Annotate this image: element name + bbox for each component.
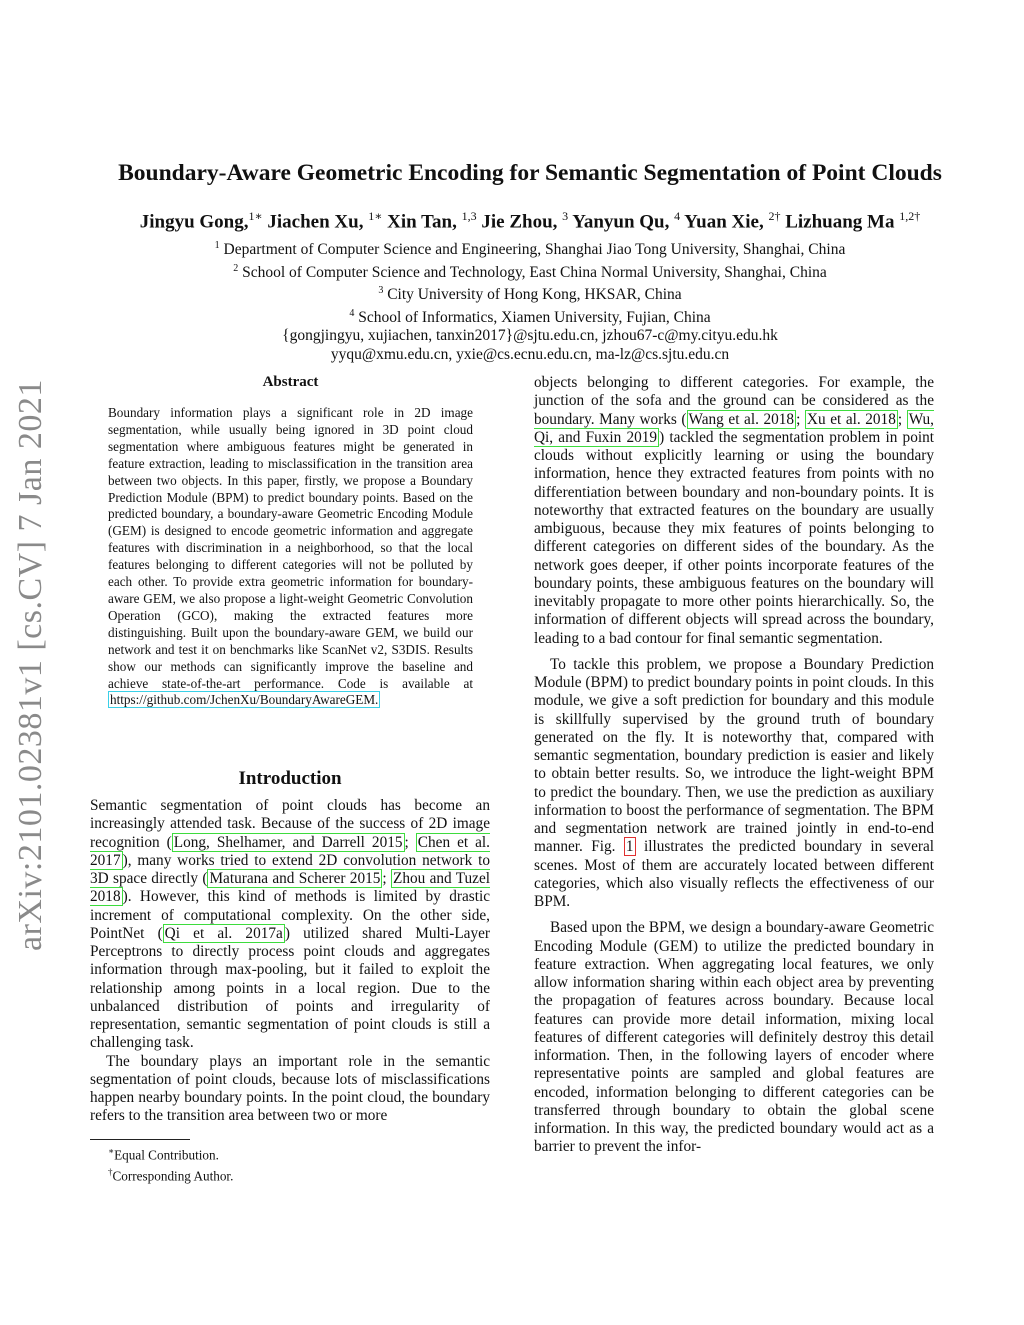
abstract-heading: Abstract — [262, 374, 319, 390]
body-text: ; — [897, 410, 907, 428]
affiliations — [60, 237, 1000, 364]
body-text: ) tackled the segmentation problem in point clouds without explicitly learning or using the boundary information, hence they extracted features from points with no differentiation between boundary and non-boundary points. It is noteworthy that extracted features on the boundary are usually ambiguous, because they mix features of points belonging to different categories on different sides of the boundary. As the network goes deeper, if other points incorporate features of the boundary points, these ambiguous features on the boundary will inevitably propagate to more other points hierarchically. So, the information of different objects will spread across the boundary, leading to a bad contour for final semantic segmentation. — [534, 428, 934, 647]
intro-paragraph — [90, 797, 490, 1053]
body-text: ; — [404, 833, 416, 851]
author-name: Jingyu Gong, — [139, 211, 249, 233]
body-text: ) utilized shared Multi-Layer Perceptrons to directly process point clouds and aggregates information through max-pooling, but it failed to exploit the relationship among points in a local region. Due to the unbalanced distribution of points and irregularity of representation, semantic segmentation of point clouds is still a challenging task. — [90, 924, 491, 1052]
affiliation-mark: 3 — [378, 285, 384, 297]
left-column-body — [90, 797, 490, 1126]
author-mark: 1∗ — [368, 209, 383, 223]
body-text: Semantic segmentation of point clouds has become an increasingly attended task. Because of the success of 2D image recognition ( — [90, 797, 490, 851]
author-mark: 1,3 — [461, 209, 477, 223]
citation-link[interactable]: Wang et al. 2018 — [688, 410, 795, 428]
author-name: Yanyun Qu, — [572, 211, 670, 233]
author-name: Jie Zhou, — [481, 211, 558, 233]
author-name: Yuan Xie, — [684, 211, 764, 233]
code-url-link[interactable]: https://github.com/JchenXu/BoundaryAwareGEM. — [110, 692, 379, 708]
citation-link[interactable]: Xu et al. 2018 — [806, 410, 896, 428]
body-text: objects belonging to different categories. For example, the junction of the sofa and the ground can be considered as the boundary. Many works ( — [534, 374, 934, 428]
author-name: Lizhuang Ma — [785, 211, 895, 233]
affiliation-line — [60, 282, 1000, 305]
intro-paragraph: The boundary plays an important role in the semantic segmentation of point clouds, because lots of misclassifications happen nearby boundary points. In the point cloud, the boundary refers to the transition area between two or more — [90, 1052, 490, 1125]
citation-link[interactable]: Long, Shelhamer, and Darrell 2015 — [173, 833, 403, 851]
abstract-body — [108, 405, 473, 709]
body-text: illustrates the predicted boundary in several scenes. Most of them are accurately located between different categories, which also visually reflects the effectiveness of our BPM. — [534, 838, 934, 910]
footnote-item — [108, 1164, 488, 1185]
author-mark: 2† — [768, 209, 781, 223]
footnote-text: Corresponding Author. — [112, 1168, 234, 1184]
footnote-mark: † — [108, 1166, 113, 1177]
affiliation-text: City University of Hong Kong, HKSAR, China — [387, 286, 682, 304]
email-line: {gongjingyu, xujiachen, tanxin2017}@sjtu.edu.cn, jzhou67-c@my.cityu.edu.hk — [282, 327, 778, 345]
author-name: Jiachen Xu, — [267, 211, 364, 233]
citation-link[interactable]: Zhou and Tuzel 2018 — [90, 870, 491, 906]
author-list — [60, 209, 1000, 233]
citation-link[interactable]: Wu, Qi, and Fuxin 2019 — [534, 410, 935, 446]
affiliation-mark: 2 — [233, 262, 239, 274]
footnote-rule — [90, 1139, 190, 1140]
body-text: ; — [382, 870, 391, 887]
introduction-heading: Introduction — [238, 768, 342, 789]
footnote-item — [108, 1143, 488, 1164]
figure-ref-link[interactable]: 1 — [625, 838, 634, 856]
affiliation-text: School of Informatics, Xiamen University, Fujian, China — [358, 308, 711, 326]
affiliation-line — [60, 305, 1000, 328]
body-paragraph — [534, 656, 934, 912]
abstract-text: Boundary information plays a significant role in 2D image segmentation, while usually being ignored in 3D point cloud segmentation where ambiguous features might be generated in feature extraction, leading to misclassification in the transition area between two objects. In this paper, firstly, we propose a Boundary Prediction Module (BPM) to predict boundary points. Based on the predicted boundary, a boundary-aware Geometric Encoding Module (GEM) is designed to encode geometric information and aggregate features with discrimination in a neighborhood, so that the local features belonging to different categories will not be polluted by each other. To provide extra geometric information for boundary-aware GEM, we also propose a light-weight Geometric Convolution Operation (GCO), making the extracted features more distinguishing. Built upon the boundary-aware GEM, we build our network and test it on benchmarks like ScanNet v2, S3DIS. Results show our methods can significantly improve the baseline and achieve state-of-the-art performance. Code is available at — [108, 405, 473, 691]
email-line: yyqu@xmu.edu.cn, yxie@cs.ecnu.edu.cn, ma-lz@cs.sjtu.edu.cn — [330, 345, 730, 363]
footnotes — [108, 1143, 488, 1185]
citation-link[interactable]: Maturana and Scherer 2015 — [209, 870, 381, 887]
arxiv-identifier: arXiv:2101.02381v1 [cs.CV] 7 Jan 2021 — [12, 379, 49, 951]
author-mark: 3 — [562, 209, 569, 223]
author-mark: 1,2† — [899, 209, 921, 223]
affiliation-line — [60, 237, 1000, 260]
footnote-text: Equal Contribution. — [114, 1147, 219, 1163]
body-paragraph — [534, 374, 934, 648]
body-text: ). However, this kind of methods is limited by drastic increment of computational complexity. On the other side, PointNet ( — [90, 888, 490, 942]
body-paragraph: Based upon the BPM, we design a boundary-aware Geometric Encoding Module (GEM) to utilize the predicted boundary in feature extraction. When aggregating local features, we only allow information sharing within each object area by preventing the propagation of features across boundary. Because local features can provide more detail information, mixing local features of different categories will definitely destroy this detail information. Then, in the following layers of encoder where representative points are sampled and global features are encoded, information belonging to different categories can be transferred through boundary to obtain the global scene information. In this way, the predicted boundary would act as a barrier to prevent the infor- — [534, 919, 934, 1156]
body-text: ; — [796, 410, 805, 428]
author-mark: 4 — [674, 209, 681, 223]
affiliation-text: School of Computer Science and Technology, East China Normal University, Shanghai, China — [242, 263, 827, 281]
paper-title: Boundary-Aware Geometric Encoding for Semantic Segmentation of Point Clouds — [118, 160, 942, 186]
citation-link[interactable]: Qi et al. 2017a — [164, 924, 283, 942]
citation-link[interactable]: Chen et al. 2017 — [90, 833, 491, 869]
author-mark: 1∗ — [248, 209, 263, 223]
right-column-body — [534, 374, 934, 1157]
author-name: Xin Tan, — [387, 211, 457, 233]
affiliation-mark: 4 — [349, 307, 355, 319]
affiliation-mark: 1 — [214, 240, 220, 251]
affiliation-text: Department of Computer Science and Engineering, Shanghai Jiao Tong University, Shanghai, China — [223, 241, 846, 259]
body-text: ), many works tried to extend 2D convolution network to 3D space directly ( — [90, 851, 490, 887]
affiliation-line — [60, 260, 1000, 283]
body-text: To tackle this problem, we propose a Boundary Prediction Module (BPM) to predict boundary points in point clouds. In this module, we give a soft prediction for boundary and this module is skillfully supervised by the ground truth of boundary generated on the fly. It is noteworthy that, compared with semantic segmentation, boundary prediction is easier and likely to obtain better results. So, we introduce the light-weight BPM to predict the boundary. Then, we use the prediction as auxiliary information to boost the performance of segmentation. The BPM and segmentation network are trained jointly in end-to-end manner. Fig. — [534, 655, 934, 856]
footnote-mark: ∗ — [108, 1146, 115, 1156]
